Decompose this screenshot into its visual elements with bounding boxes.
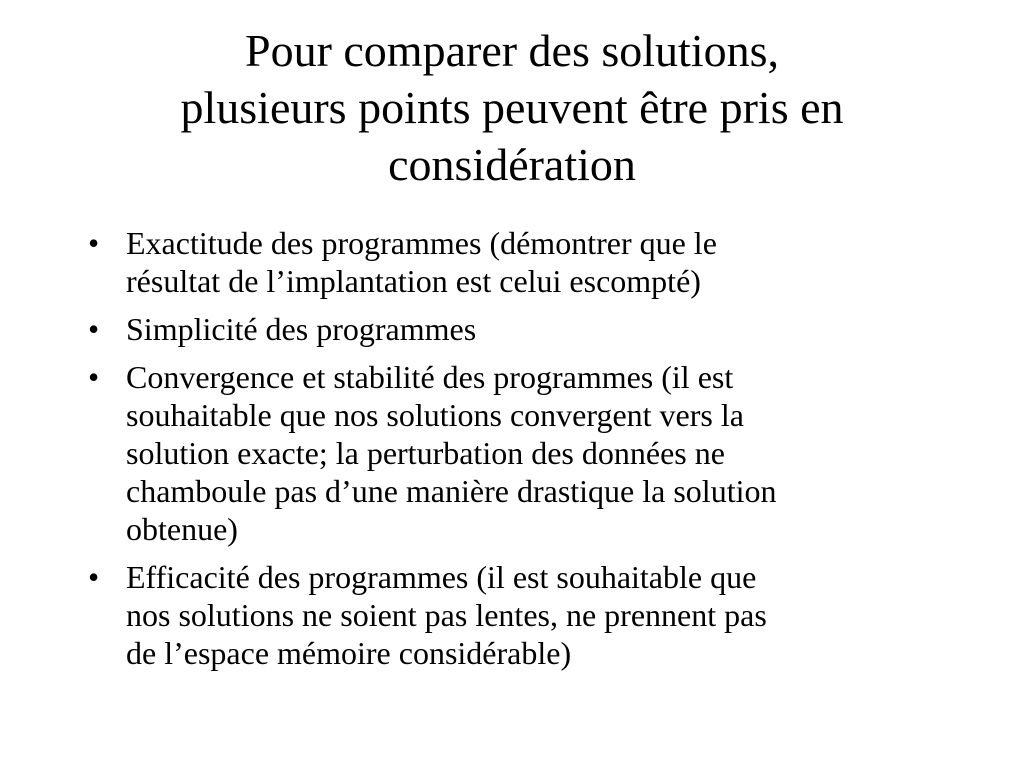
slide-title-line: considération: [388, 139, 636, 190]
bullet-text-line: nos solutions ne soient pas lentes, ne prennent pas: [126, 597, 767, 633]
slide-title-line: Pour comparer des solutions,: [244, 25, 780, 76]
bullet-text-line: Efficacité des programmes (il est souhaitable que: [126, 559, 757, 595]
bullet-item-exactitude: [88, 224, 958, 300]
bullet-icon: •: [88, 359, 100, 395]
bullet-text-line: solution exacte; la perturbation des données ne: [126, 435, 725, 471]
bullet-item-convergence: [88, 358, 958, 548]
bullet-text-line: obtenue): [126, 511, 238, 547]
slide-title: [60, 22, 964, 193]
bullet-text-line: Convergence et stabilité des programmes (il est: [126, 359, 734, 395]
slide-title-line: plusieurs points peuvent être pris en: [180, 82, 844, 133]
bullet-list: [88, 224, 958, 682]
bullet-text-line: résultat de l’implantation est celui escompté): [126, 263, 701, 299]
bullet-text-line: souhaitable que nos solutions convergent vers la: [126, 397, 744, 433]
bullet-icon: •: [88, 311, 100, 347]
bullet-text-line: Simplicité des programmes: [126, 311, 477, 347]
bullet-text-line: chamboule pas d’une manière drastique la solution: [126, 473, 777, 509]
bullet-icon: •: [88, 225, 100, 261]
bullet-text-line: Exactitude des programmes (démontrer que le: [126, 225, 717, 261]
bullet-item-simplicite: [88, 310, 958, 348]
bullet-item-efficacite: [88, 558, 958, 672]
bullet-text-line: de l’espace mémoire considérable): [126, 635, 572, 671]
bullet-icon: •: [88, 559, 100, 595]
